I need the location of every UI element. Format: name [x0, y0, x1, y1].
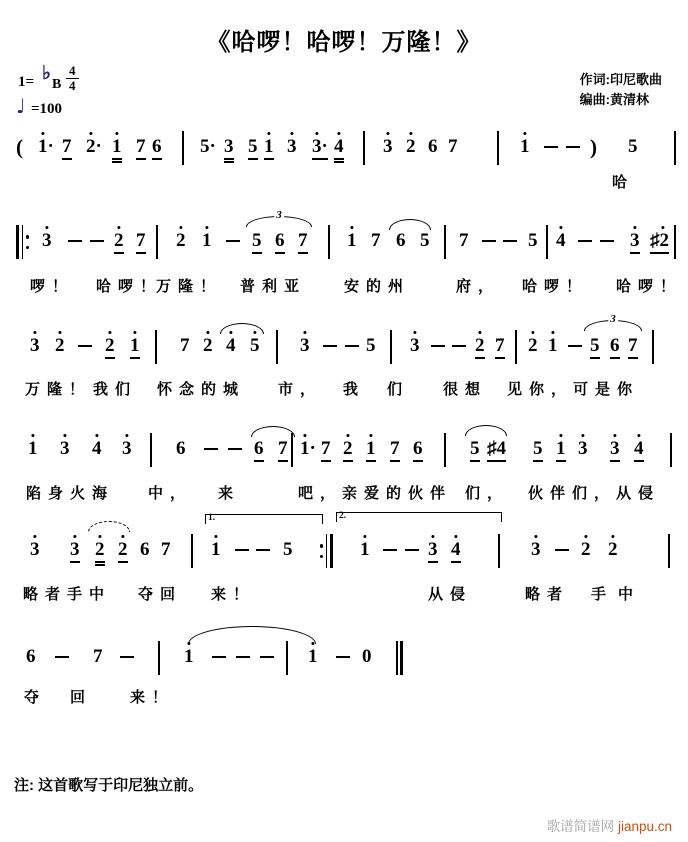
dash — [212, 656, 226, 658]
lyric: 吧，亲爱的 — [298, 485, 409, 502]
note: 5 — [533, 439, 543, 462]
lyric: 来 — [218, 485, 241, 502]
barline-bar — [498, 534, 500, 568]
note: 7 — [371, 230, 381, 251]
note: 6 — [152, 137, 162, 160]
note: 3 — [60, 438, 70, 459]
dash — [260, 656, 274, 658]
dash — [336, 656, 350, 658]
slur — [251, 426, 295, 437]
note: 5 — [283, 539, 293, 560]
lyric: 略者手中 — [23, 586, 112, 603]
note: 7 — [161, 539, 171, 560]
dash — [323, 345, 337, 347]
lyric: 哈啰！ — [522, 278, 589, 295]
barline-bar — [515, 330, 517, 364]
note: 5 — [590, 336, 600, 359]
note: 1 — [548, 335, 558, 356]
note: 5· — [200, 136, 216, 157]
note: 1 — [264, 137, 274, 160]
dash — [120, 656, 134, 658]
note: 7 — [136, 137, 146, 160]
lyric: 伙伴们，从侵 — [528, 485, 661, 502]
dash — [78, 345, 92, 347]
lyric: 我 — [343, 381, 366, 398]
note: 7 — [278, 439, 288, 462]
lyric: 们， — [465, 485, 510, 502]
barline-rb — [16, 225, 29, 259]
note: 7 — [390, 439, 400, 462]
note: 6 — [428, 136, 438, 157]
note: 3 — [531, 539, 541, 560]
note: 1 — [556, 439, 566, 462]
note: 5 — [628, 136, 638, 157]
note: 6 — [610, 336, 620, 359]
note: 1· — [300, 438, 316, 459]
note: 2 — [55, 335, 65, 356]
dash — [228, 448, 242, 450]
note: 3 — [30, 335, 40, 356]
note: 4 — [92, 438, 102, 459]
dash — [405, 549, 419, 551]
lyric: 中， — [148, 485, 193, 502]
lyric: 哈啰！ — [96, 278, 163, 295]
lyric: 来！ — [130, 689, 175, 706]
barline-bar — [444, 225, 446, 259]
note: 6 — [413, 439, 423, 462]
note: 5 — [470, 439, 480, 462]
barline-bar — [546, 225, 548, 259]
note: 2 — [105, 336, 115, 359]
note: 5 — [252, 231, 262, 254]
barline-bar — [668, 534, 670, 568]
lyric: 安的州 — [344, 278, 411, 295]
dash — [235, 549, 249, 551]
lyric: 夺回 — [138, 586, 183, 603]
note: 2 — [581, 539, 591, 560]
triplet-label: 3 — [610, 313, 616, 325]
dash — [578, 240, 592, 242]
volta-label: 2. — [339, 511, 347, 521]
footnote: 注: 这首歌写于印尼独立前。 — [14, 777, 204, 794]
note: 3 — [287, 136, 297, 157]
note: 4 — [451, 540, 461, 563]
lyric: 略者 — [525, 586, 570, 603]
slur — [465, 425, 507, 436]
dash — [452, 345, 466, 347]
note: 2 — [608, 539, 618, 560]
note: 4 — [634, 439, 644, 462]
lyric: 府， — [456, 278, 501, 295]
note: 2· — [86, 136, 102, 157]
note: 7 — [62, 137, 72, 160]
note: 4 — [334, 137, 344, 160]
dash — [204, 448, 218, 450]
note: 7 — [136, 231, 146, 254]
barline-bar — [390, 330, 392, 364]
watermark-site: 歌谱简谱网 — [546, 819, 618, 834]
dash — [600, 240, 614, 242]
note: 3 — [610, 439, 620, 462]
note: 6 — [396, 230, 406, 251]
dash — [555, 549, 569, 551]
note: 6 — [26, 646, 36, 667]
dash — [90, 240, 104, 242]
slur — [389, 219, 431, 230]
lyric: 我们 — [93, 381, 138, 398]
note: 3 — [70, 540, 80, 563]
barline-bar — [191, 534, 193, 568]
lyric: 万隆！ — [156, 278, 223, 295]
note: 3· — [312, 137, 328, 160]
barline-bar — [150, 433, 152, 467]
note: 6 — [275, 231, 285, 254]
lyric: 哈啰！ — [616, 278, 683, 295]
note: 3 — [630, 231, 640, 254]
note: 2 — [203, 335, 213, 356]
dash — [345, 345, 359, 347]
note: 1 — [366, 439, 376, 462]
barline-bar — [182, 131, 184, 165]
barline-re — [320, 534, 333, 568]
volta-bracket — [336, 512, 502, 522]
triplet-bracket — [584, 313, 642, 331]
lyric: 们 — [387, 381, 410, 398]
quarter-note-icon: ♩ — [16, 94, 26, 118]
dash — [482, 240, 496, 242]
volta-label: 1. — [208, 513, 216, 523]
dash — [226, 240, 240, 242]
note: 7 — [495, 336, 505, 359]
note: 7 — [628, 336, 638, 359]
note: 1 — [202, 230, 212, 251]
note: 3 — [42, 230, 52, 251]
note: 3 — [428, 540, 438, 563]
note: 3 — [122, 438, 132, 459]
note: 6 — [140, 539, 150, 560]
note: 1 — [28, 438, 38, 459]
credit-lyricist: 作词:印尼歌曲 — [579, 72, 662, 87]
note: 7 — [298, 231, 308, 254]
note: 1 — [347, 230, 357, 251]
note: 7 — [321, 439, 331, 462]
barline-bar — [328, 225, 330, 259]
dash — [383, 549, 397, 551]
barline-bar — [286, 641, 288, 675]
note: ♯2 — [650, 231, 669, 254]
note: 1 — [211, 539, 221, 560]
note: 6 — [176, 438, 186, 459]
note: 7 — [459, 230, 469, 251]
time-signature — [66, 64, 79, 93]
tempo-value: =100 — [31, 101, 63, 117]
dash — [256, 549, 270, 551]
dash — [55, 656, 69, 658]
key-prefix: 1= — [18, 74, 35, 90]
barline-bar — [674, 131, 676, 165]
lyric: 万隆！ — [25, 381, 92, 398]
barline-bar — [674, 225, 676, 259]
watermark-domain: jianpu.cn — [617, 819, 672, 834]
slur — [220, 323, 264, 334]
note: 4 — [556, 230, 566, 251]
note: 3 — [224, 137, 234, 160]
note: 5 — [250, 335, 260, 356]
meter-numerator: 4 — [66, 64, 79, 79]
dash — [503, 240, 517, 242]
note: 5 — [420, 230, 430, 251]
lyric: 来！ — [211, 586, 256, 603]
barline-bar — [155, 330, 157, 364]
note: 2 — [406, 136, 416, 157]
note: 7 — [93, 646, 103, 667]
barline-bar — [156, 225, 158, 259]
watermark — [547, 815, 672, 835]
note: 4 — [226, 335, 236, 356]
note: 3 — [410, 335, 420, 356]
key-letter: B — [52, 77, 62, 92]
note: 1 — [360, 539, 370, 560]
lyric: 见你，可是你 — [507, 381, 640, 398]
paren: ( — [16, 135, 23, 159]
note: 7 — [448, 136, 458, 157]
barline-bar — [291, 433, 293, 467]
note: 1 — [520, 136, 530, 157]
note: 2 — [176, 230, 186, 251]
triplet-bracket — [246, 209, 312, 227]
lyric: 普利亚 — [240, 278, 307, 295]
dash — [544, 146, 558, 148]
note: 2 — [95, 540, 105, 563]
note: 2 — [118, 540, 128, 563]
credits-block — [580, 70, 662, 110]
barline-bar — [670, 433, 672, 467]
note: 2 — [343, 439, 353, 462]
note: 3 — [30, 539, 40, 560]
note: 5 — [366, 335, 376, 356]
rest: 0 — [362, 646, 372, 667]
barline-bar — [444, 433, 446, 467]
lyric: 怀念的城 — [157, 381, 246, 398]
lyric: 夺 — [24, 689, 47, 706]
note: 1 — [130, 336, 140, 359]
lyric: 市， — [278, 381, 323, 398]
note: 2 — [475, 336, 485, 359]
song-title: 《哈啰！哈啰！万隆！》 — [206, 30, 482, 56]
dash — [568, 345, 582, 347]
note: 7 — [180, 335, 190, 356]
note: 1· — [38, 136, 54, 157]
note: 5 — [248, 137, 258, 160]
note: 6 — [254, 439, 264, 462]
volta-bracket — [205, 514, 323, 524]
note: 1 — [184, 646, 194, 667]
barline-bar — [497, 131, 499, 165]
paren: ) — [590, 135, 597, 159]
note: 3 — [300, 335, 310, 356]
barline-bar — [363, 131, 365, 165]
credit-arranger: 编曲:黄清林 — [579, 92, 649, 107]
tie — [188, 626, 316, 644]
lyric: 回 — [70, 689, 93, 706]
meter-denominator: 4 — [69, 78, 76, 93]
dash — [566, 146, 580, 148]
barline-bar — [276, 330, 278, 364]
note: 2 — [528, 335, 538, 356]
lyric: 啰！ — [30, 278, 75, 295]
lyric: 从侵 — [428, 586, 473, 603]
lyric: 很想 — [443, 381, 488, 398]
lyric: 陷身火海 — [26, 485, 115, 502]
dash — [236, 656, 250, 658]
note: 1 — [112, 137, 122, 160]
note: ♯4 — [487, 439, 506, 462]
flat-icon: ♭ — [42, 63, 51, 84]
lyric: 中 — [618, 586, 641, 603]
dash — [431, 345, 445, 347]
note: 2 — [114, 231, 124, 254]
lyric: 伙伴 — [408, 485, 453, 502]
triplet-label: 3 — [276, 209, 282, 221]
lyric: 哈 — [612, 174, 635, 191]
note: 5 — [528, 230, 538, 251]
barline-bar — [652, 330, 654, 364]
slur — [88, 521, 130, 532]
barline-fin — [396, 641, 403, 675]
dash — [68, 240, 82, 242]
lyric: 手 — [591, 586, 614, 603]
note: 1 — [308, 646, 318, 667]
note: 3 — [578, 438, 588, 459]
note: 3 — [383, 136, 393, 157]
barline-bar — [158, 641, 160, 675]
